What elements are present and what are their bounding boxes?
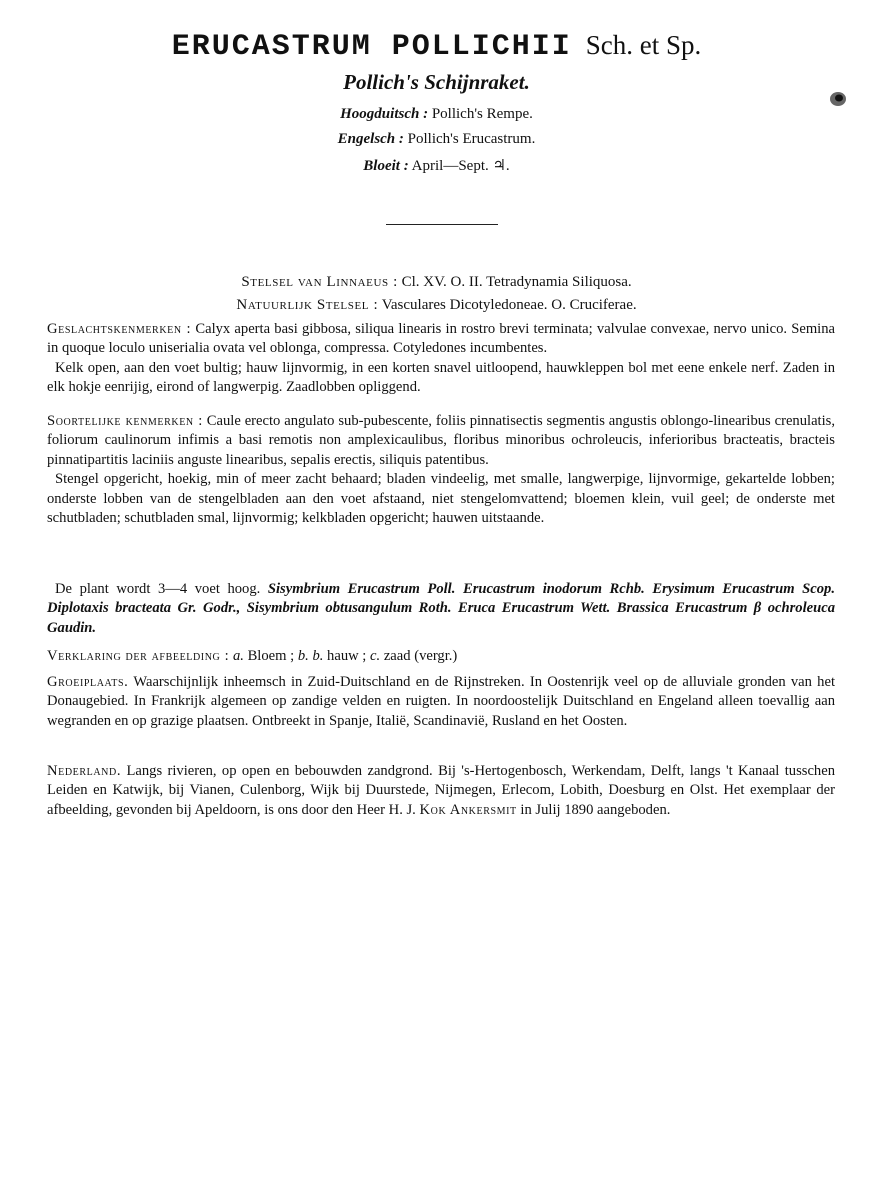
- flowering: [0, 156, 873, 175]
- linnaeus-value: Cl. XV. O. II. Tetradynamia Siliquosa.: [401, 274, 632, 290]
- species-latin-text: Caule erecto angulato sub-pubescente, foliis pinnatisectis segmentis angustis oblongo-linearibus crenulatis, foliorum caulinorum infimis a basi remotis non amplexicaulibus, floribus minoribus ochroleucis, inferioribus bracteatis, bracteis pinnatipartitis laciniis anguste linearibus, sepalis erectis, siliquis patentibus.: [47, 413, 835, 468]
- figure-legend-line: [47, 647, 835, 666]
- figure-legend: [47, 647, 835, 666]
- figure-a: a.: [232, 648, 244, 664]
- species-label: Soortelijke kenmerken :: [47, 413, 203, 429]
- natural-value: Vasculares Dicotyledoneae. O. Cruciferae.: [381, 297, 637, 313]
- natural-system: [0, 297, 873, 314]
- species-section: [47, 412, 835, 528]
- figure-a-text: Bloem ;: [247, 648, 295, 664]
- name-german-value: Pollich's Rempe.: [431, 106, 533, 122]
- linnaeus-label: Stelsel van Linnaeus :: [241, 274, 398, 290]
- donor-name: Kok Ankersmit: [419, 801, 517, 818]
- habitat-text: Waarschijnlijk inheemsch in Zuid-Duitschland en de Rijnstreken. In Oostenrijk veel op de alluviale gronden van het Donaugebied. In Frankrijk algemeen op zandige velden en ruigten. In noordoostelijk Duitschland en Engeland alleen toevallig aan wegranden en op grazige plaatsen. Ontbreekt in Spanje, Italië, Scandinavië, Rusland en het Oosten.: [47, 674, 836, 729]
- netherlands-text: Langs rivieren, op open en bebouwden zandgrond. Bij 's-Hertogenbosch, Werkendam, Delft, langs 't Kanaal tusschen Leiden en Katwijk, bij Vianen, Culenborg, Wijk bij Duurstede, Nijmegen, Erlecom, Lobith, Doesburg en Olst. Het exemplaar der afbeelding, gevonden bij Apeldoorn, is ons door den Heer H. J.: [47, 763, 835, 818]
- divider: [386, 224, 498, 225]
- ink-smudge: [826, 88, 850, 110]
- figure-b-text: hauw ;: [327, 648, 367, 664]
- figure-label: Verklaring der afbeelding :: [47, 648, 230, 664]
- netherlands: [47, 762, 835, 820]
- linnaeus-system: [0, 274, 873, 291]
- genus-dutch: Kelk open, aan den voet bultig; hauw lijnvormig, in een korten snavel uitloopend, hauwkleppen bol met eene enkele nerf. Zaden in elk hokje eenrijig, eirond of langwerpig. Zaadlobben opliggend.: [47, 359, 835, 396]
- genus-label: Geslachtskenmerken :: [47, 321, 192, 337]
- flowering-value: April—Sept. ♃.: [411, 158, 510, 174]
- netherlands-tail: in Julij 1890 aangeboden.: [520, 801, 671, 818]
- genus-latin-text: Calyx aperta basi gibbosa, siliqua linearis in rostro brevi terminata; valvulae convexae, nervo unico. Semina in quoque loculo uniserialia ovata vel oblonga, compressa. Cotyledones incumbentes.: [47, 321, 835, 357]
- name-german-label: Hoogduitsch :: [340, 106, 429, 122]
- synonyms-intro: De plant wordt 3—4 voet hoog.: [55, 581, 261, 597]
- figure-b: b. b.: [297, 648, 324, 664]
- netherlands-label: Nederland.: [47, 763, 122, 779]
- name-english-value: Pollich's Erucastrum.: [407, 131, 536, 147]
- name-german: [0, 106, 873, 123]
- flowering-label: Bloeit :: [363, 158, 409, 174]
- habitat-section: [47, 673, 835, 731]
- synonyms-section: [47, 580, 835, 638]
- figure-c: c.: [370, 648, 381, 664]
- species-dutch: Stengel opgericht, hoekig, min of meer zacht behaard; bladen vindeelig, met smalle, langwerpige, lijnvormige, gekartelde lobben; onderste lobben van de stengelbladen aan den voet afstaand, niet stengelomvattend; bloemen klein, vuil geel; de onderste met schutbladen; schutbladen smal, lijnvormig; kelkbladen opgericht; hauwen uitstaande.: [47, 471, 835, 527]
- natural-label: Natuurlijk Stelsel :: [236, 297, 379, 313]
- name-english: [0, 131, 873, 148]
- species-latin: [47, 412, 835, 470]
- genus-latin: [47, 320, 835, 359]
- page-title: [0, 30, 873, 64]
- habitat-label: Groeiplaats.: [47, 674, 129, 690]
- name-english-label: Engelsch :: [337, 131, 404, 147]
- synonyms: [47, 580, 835, 638]
- figure-c-text: zaad (vergr.): [383, 648, 458, 664]
- subtitle-dutch-name: Pollich's Schijnraket.: [343, 70, 530, 94]
- title-main: ERUCASTRUM POLLICHII: [171, 30, 572, 64]
- title-author: Sch. et Sp.: [585, 30, 702, 60]
- netherlands-section: [47, 762, 835, 820]
- synonyms-text: Sisymbrium Erucastrum Poll. Erucastrum inodorum Rchb. Erysimum Erucastrum Scop. Diplotaxis bracteata Gr. Godr., Sisymbrium obtusangulum Roth. Eruca Erucastrum Wett. Brassica Erucastrum β ochroleuca Gaudin.: [47, 581, 835, 636]
- habitat: [47, 673, 835, 731]
- genus-section: [47, 320, 835, 398]
